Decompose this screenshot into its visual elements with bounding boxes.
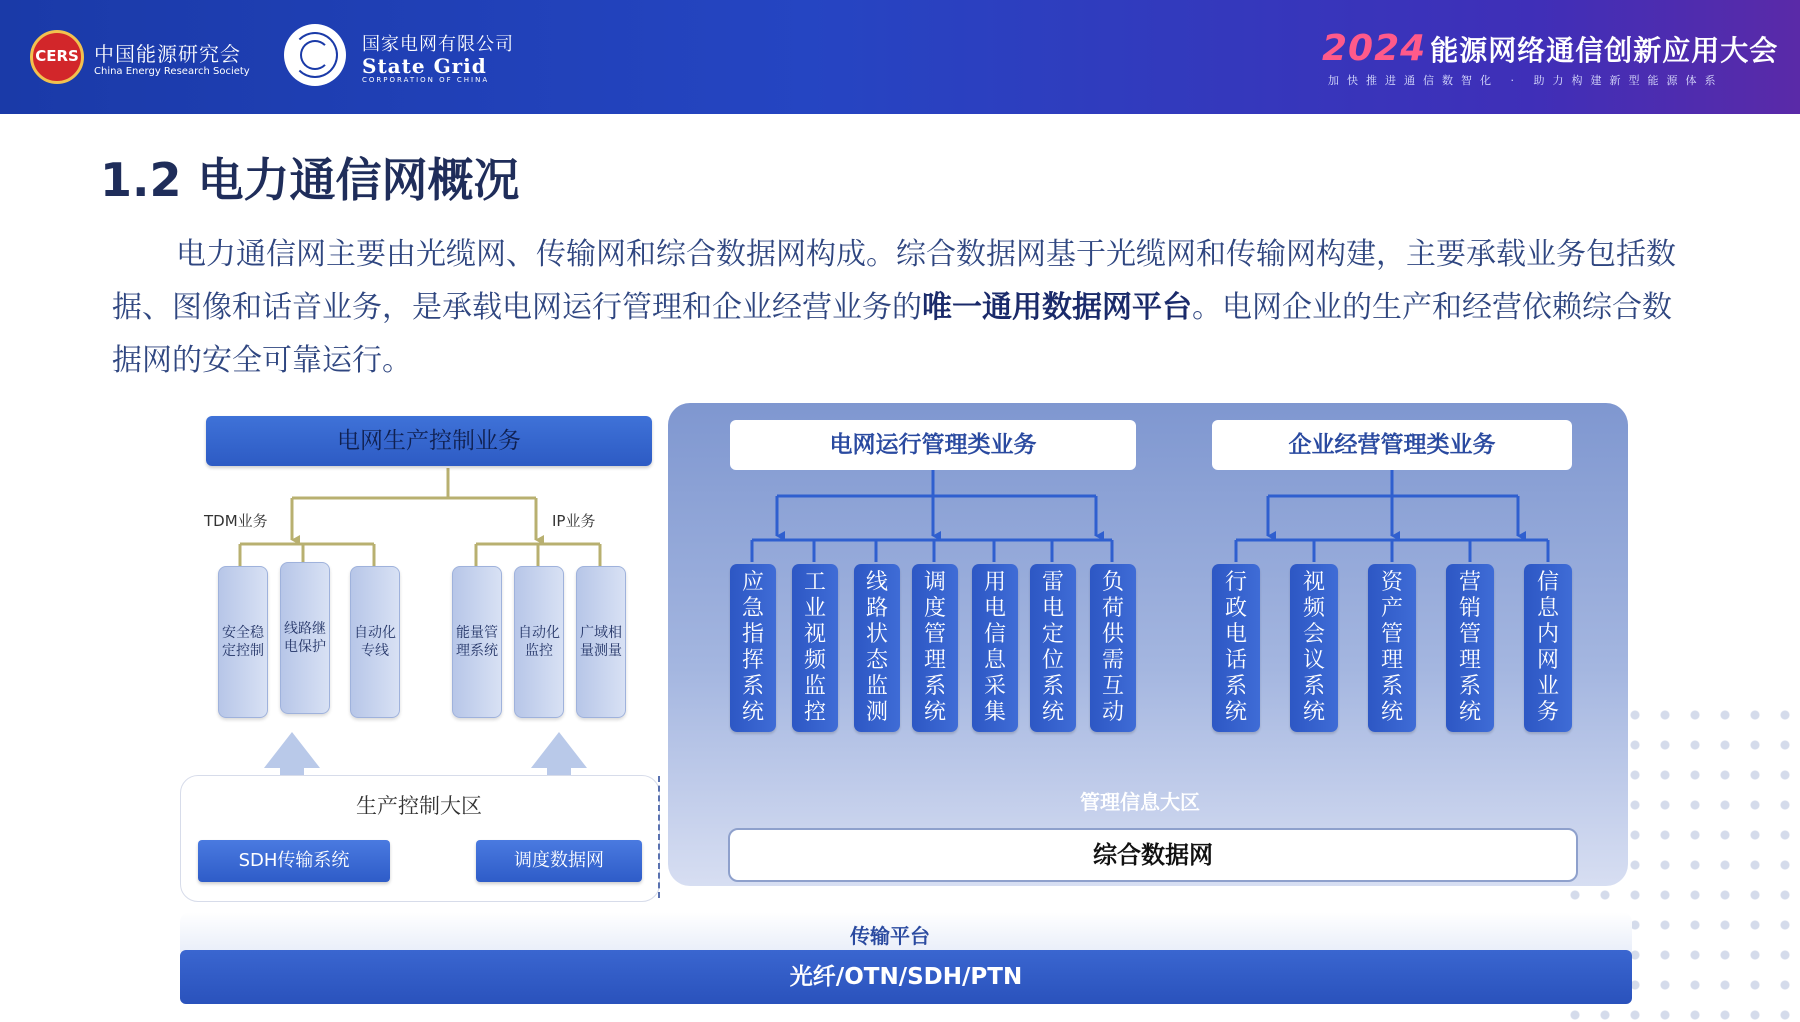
conference-name: 能源网络通信创新应用大会 — [1430, 34, 1779, 67]
grid-ops-item: 负荷供需互动 — [1090, 564, 1136, 732]
enterprise-header: 企业经营管理类业务 — [1212, 420, 1572, 470]
grid-ops-item: 用电信息采集 — [972, 564, 1018, 732]
enterprise-item: 资产管理系统 — [1368, 564, 1416, 732]
ip-label: IP业务 — [552, 512, 596, 530]
tdm-item: 线路继电保护 — [280, 562, 330, 714]
zone-divider — [658, 776, 660, 898]
production-zone-label: 生产控制大区 — [356, 794, 482, 818]
tdm-item: 自动化专线 — [350, 566, 400, 718]
slide-title: 1.2 电力通信网概况 — [100, 153, 520, 207]
enterprise-item: 信息内网业务 — [1524, 564, 1572, 732]
grid-ops-tree — [752, 470, 1112, 562]
enterprise-item: 视频会议系统 — [1290, 564, 1338, 732]
production-tree — [240, 468, 600, 566]
intro-text-2: 。电网企业的生产和经营依赖综合数据网的安全可靠运行。 — [112, 290, 1672, 378]
production-control-header: 电网生产控制业务 — [206, 416, 652, 466]
ip-item: 广域相量测量 — [576, 566, 626, 718]
fiber-tech-bar: 光纤/OTN/SDH/PTN — [180, 950, 1632, 1004]
sdh-transport-box: SDH传输系统 — [198, 840, 390, 882]
intro-text-1: 电力通信网主要由光缆网、传输网和综合数据网构成。综合数据网基于光缆网和传输网构建，主要承载业务包括数据、图像和话音业务，是承载电网运行管理和企业经营业务的 — [112, 237, 1676, 325]
transport-platform-label: 传输平台 — [850, 924, 930, 948]
grid-ops-item: 调度管理系统 — [912, 564, 958, 732]
intro-bold-text: 唯一通用数据网平台 — [922, 290, 1192, 325]
ip-item: 能量管理系统 — [452, 566, 502, 718]
state-grid-name-en2: CORPORATION OF CHINA — [362, 76, 490, 84]
conference-year: 2024 — [1322, 28, 1427, 69]
dispatch-data-network-box: 调度数据网 — [476, 840, 642, 882]
tdm-label: TDM业务 — [204, 512, 268, 530]
grid-ops-header: 电网运行管理类业务 — [730, 420, 1136, 470]
enterprise-tree — [1236, 470, 1548, 562]
grid-ops-item: 工业视频监控 — [792, 564, 838, 732]
management-zone-label: 管理信息大区 — [1080, 790, 1200, 814]
cers-logo: CERS — [30, 30, 84, 84]
integrated-data-network-box: 综合数据网 — [728, 828, 1578, 882]
enterprise-item: 行政电话系统 — [1212, 564, 1260, 732]
cers-name-en: China Energy Research Society — [94, 66, 250, 77]
cers-name-cn: 中国能源研究会 — [94, 42, 241, 66]
grid-ops-item: 线路状态监测 — [854, 564, 900, 732]
tdm-item: 安全稳定控制 — [218, 566, 268, 718]
grid-ops-item: 应急指挥系统 — [730, 564, 776, 732]
state-grid-name-cn: 国家电网有限公司 — [362, 34, 514, 55]
grid-ops-item: 雷电定位系统 — [1030, 564, 1076, 732]
state-grid-name-en: State Grid — [362, 54, 487, 78]
ip-item: 自动化监控 — [514, 566, 564, 718]
conference-subtitle: 加快推进通信数智化 · 助力构建新型能源体系 — [1328, 74, 1724, 87]
enterprise-item: 营销管理系统 — [1446, 564, 1494, 732]
